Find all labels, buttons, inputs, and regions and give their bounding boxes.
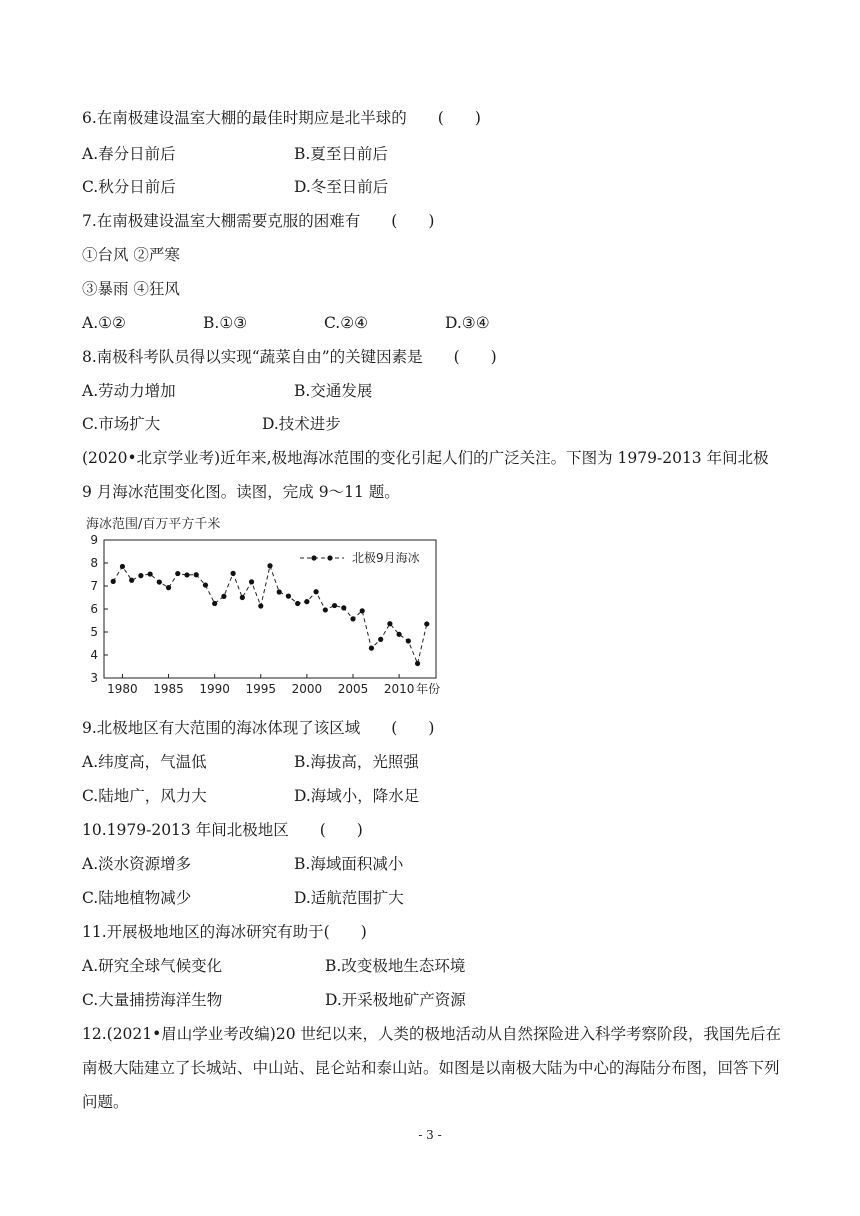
data-point xyxy=(314,589,319,594)
y-tick-label: 8 xyxy=(90,556,98,570)
chart-y-axis-label: 海冰范围/百万平方千米 xyxy=(86,517,221,532)
question-9-stem: 9.北极地区有大范围的海冰体现了该区域 ( ) xyxy=(82,719,435,737)
x-tick-label: 2000 xyxy=(291,682,323,696)
y-tick-label: 7 xyxy=(90,579,98,593)
q9-option-a: A.纬度高，气温低 xyxy=(82,753,207,771)
data-point xyxy=(111,579,116,584)
q7-option-d: D.③④ xyxy=(445,314,490,332)
data-point xyxy=(138,573,143,578)
data-point xyxy=(378,637,383,642)
data-point xyxy=(240,595,245,600)
legend-marker xyxy=(327,555,332,560)
y-tick-label: 5 xyxy=(90,625,98,639)
question-12-stem: 12.(2021•眉山学业考改编)20 世纪以来，人类的极地活动从自然探险进入科学考察阶段，我国先后在南极大陆建立了长城站、中山站、昆仑站和泰山站。如图是以南极大陆为中心的海陆分布图，回答下列问题。 xyxy=(82,1025,781,1111)
q7-option-b: B.①③ xyxy=(203,314,248,332)
q8-option-c: C.市场扩大 xyxy=(82,415,161,433)
x-tick-label: 1985 xyxy=(153,682,184,696)
x-tick-label: 2005 xyxy=(337,682,369,696)
data-point xyxy=(369,646,374,651)
data-point xyxy=(194,572,199,577)
q10-option-c: C.陆地植物减少 xyxy=(82,889,192,907)
data-point xyxy=(157,579,162,584)
x-tick-label: 1990 xyxy=(199,682,230,696)
chart-x-ticks xyxy=(107,674,440,696)
data-point xyxy=(406,638,411,643)
y-tick-label: 4 xyxy=(90,648,98,662)
q10-option-d: D.适航范围扩大 xyxy=(294,889,404,907)
data-point xyxy=(267,563,272,568)
chart-y-ticks xyxy=(90,533,108,685)
legend-label: 北极9月海冰 xyxy=(352,551,420,565)
q8-option-a: A.劳动力增加 xyxy=(82,382,176,400)
data-point xyxy=(120,564,125,569)
sea-ice-line-chart xyxy=(86,514,466,700)
y-tick-label: 3 xyxy=(90,671,98,685)
q8-option-b: B.交通发展 xyxy=(294,382,373,400)
data-point xyxy=(387,621,392,626)
q7-option-c: C.②④ xyxy=(324,314,369,332)
intro-questions-9-11: (2020•北京学业考)近年来,极地海冰范围的变化引起人们的广泛关注。下图为 1979-2013 年间北极 9 月海冰范围变化图。读图，完成 9～11 题。 xyxy=(82,449,769,501)
chart-legend xyxy=(300,550,420,565)
q11-option-b: B.改变极地生态环境 xyxy=(325,957,466,975)
x-tick-label: 2010 xyxy=(383,682,415,696)
q6-option-a: A.春分日前后 xyxy=(82,145,176,163)
q7-item-2: ③暴雨 ④狂风 xyxy=(82,280,180,298)
q11-option-c: C.大量捕捞海洋生物 xyxy=(82,991,223,1009)
data-point xyxy=(304,599,309,604)
data-point xyxy=(129,578,134,583)
data-point xyxy=(424,621,429,626)
q7-option-a: A.①② xyxy=(82,314,126,332)
y-tick-label: 9 xyxy=(90,533,98,547)
legend-marker xyxy=(311,555,316,560)
data-point xyxy=(203,582,208,587)
x-tick-label: 1980 xyxy=(107,682,138,696)
data-point xyxy=(184,572,189,577)
data-point xyxy=(249,579,254,584)
q9-option-d: D.海域小，降水足 xyxy=(294,787,420,805)
q11-option-d: D.开采极地矿产资源 xyxy=(325,991,466,1009)
page-number: - 3 - xyxy=(418,1128,442,1142)
q11-option-a: A.研究全球气候变化 xyxy=(82,957,223,975)
question-10-stem: 10.1979-2013 年间北极地区 ( ) xyxy=(82,821,363,839)
y-tick-label: 6 xyxy=(90,602,98,616)
data-point xyxy=(332,603,337,608)
data-point xyxy=(415,661,420,666)
q9-option-c: C.陆地广，风力大 xyxy=(82,787,207,805)
q6-option-c: C.秋分日前后 xyxy=(82,178,176,196)
question-8-stem: 8.南极科考队员得以实现“蔬菜自由”的关键因素是 ( ) xyxy=(82,348,497,366)
x-tick-label: 1995 xyxy=(245,682,277,696)
q10-option-b: B.海域面积减小 xyxy=(294,855,404,873)
q6-option-d: D.冬至日前后 xyxy=(294,178,389,196)
data-point xyxy=(258,603,263,608)
q9-option-b: B.海拔高，光照强 xyxy=(294,753,419,771)
q6-option-b: B.夏至日前后 xyxy=(294,145,388,163)
question-7-stem: 7.在南极建设温室大棚需要克服的困难有 ( ) xyxy=(82,212,435,230)
chart-x-axis-label: 年份 xyxy=(416,682,441,696)
q10-option-a: A.淡水资源增多 xyxy=(82,855,192,873)
data-point xyxy=(166,585,171,590)
data-point xyxy=(221,594,226,599)
q7-item-1: ①台风 ②严寒 xyxy=(82,246,180,264)
data-point xyxy=(341,605,346,610)
data-point xyxy=(212,601,217,606)
data-point xyxy=(360,608,365,613)
data-point xyxy=(323,607,328,612)
data-point xyxy=(397,632,402,637)
question-6-stem: 6.在南极建设温室大棚的最佳时期应是北半球的 ( ) xyxy=(82,109,481,127)
data-point xyxy=(277,589,282,594)
q8-option-d: D.技术进步 xyxy=(262,415,341,433)
data-point xyxy=(295,601,300,606)
data-point xyxy=(286,594,291,599)
question-11-stem: 11.开展极地地区的海冰研究有助于( ) xyxy=(82,923,367,941)
data-point xyxy=(350,616,355,621)
data-point xyxy=(231,571,236,576)
data-point xyxy=(148,571,153,576)
chart-series xyxy=(111,563,430,666)
data-point xyxy=(175,571,180,576)
